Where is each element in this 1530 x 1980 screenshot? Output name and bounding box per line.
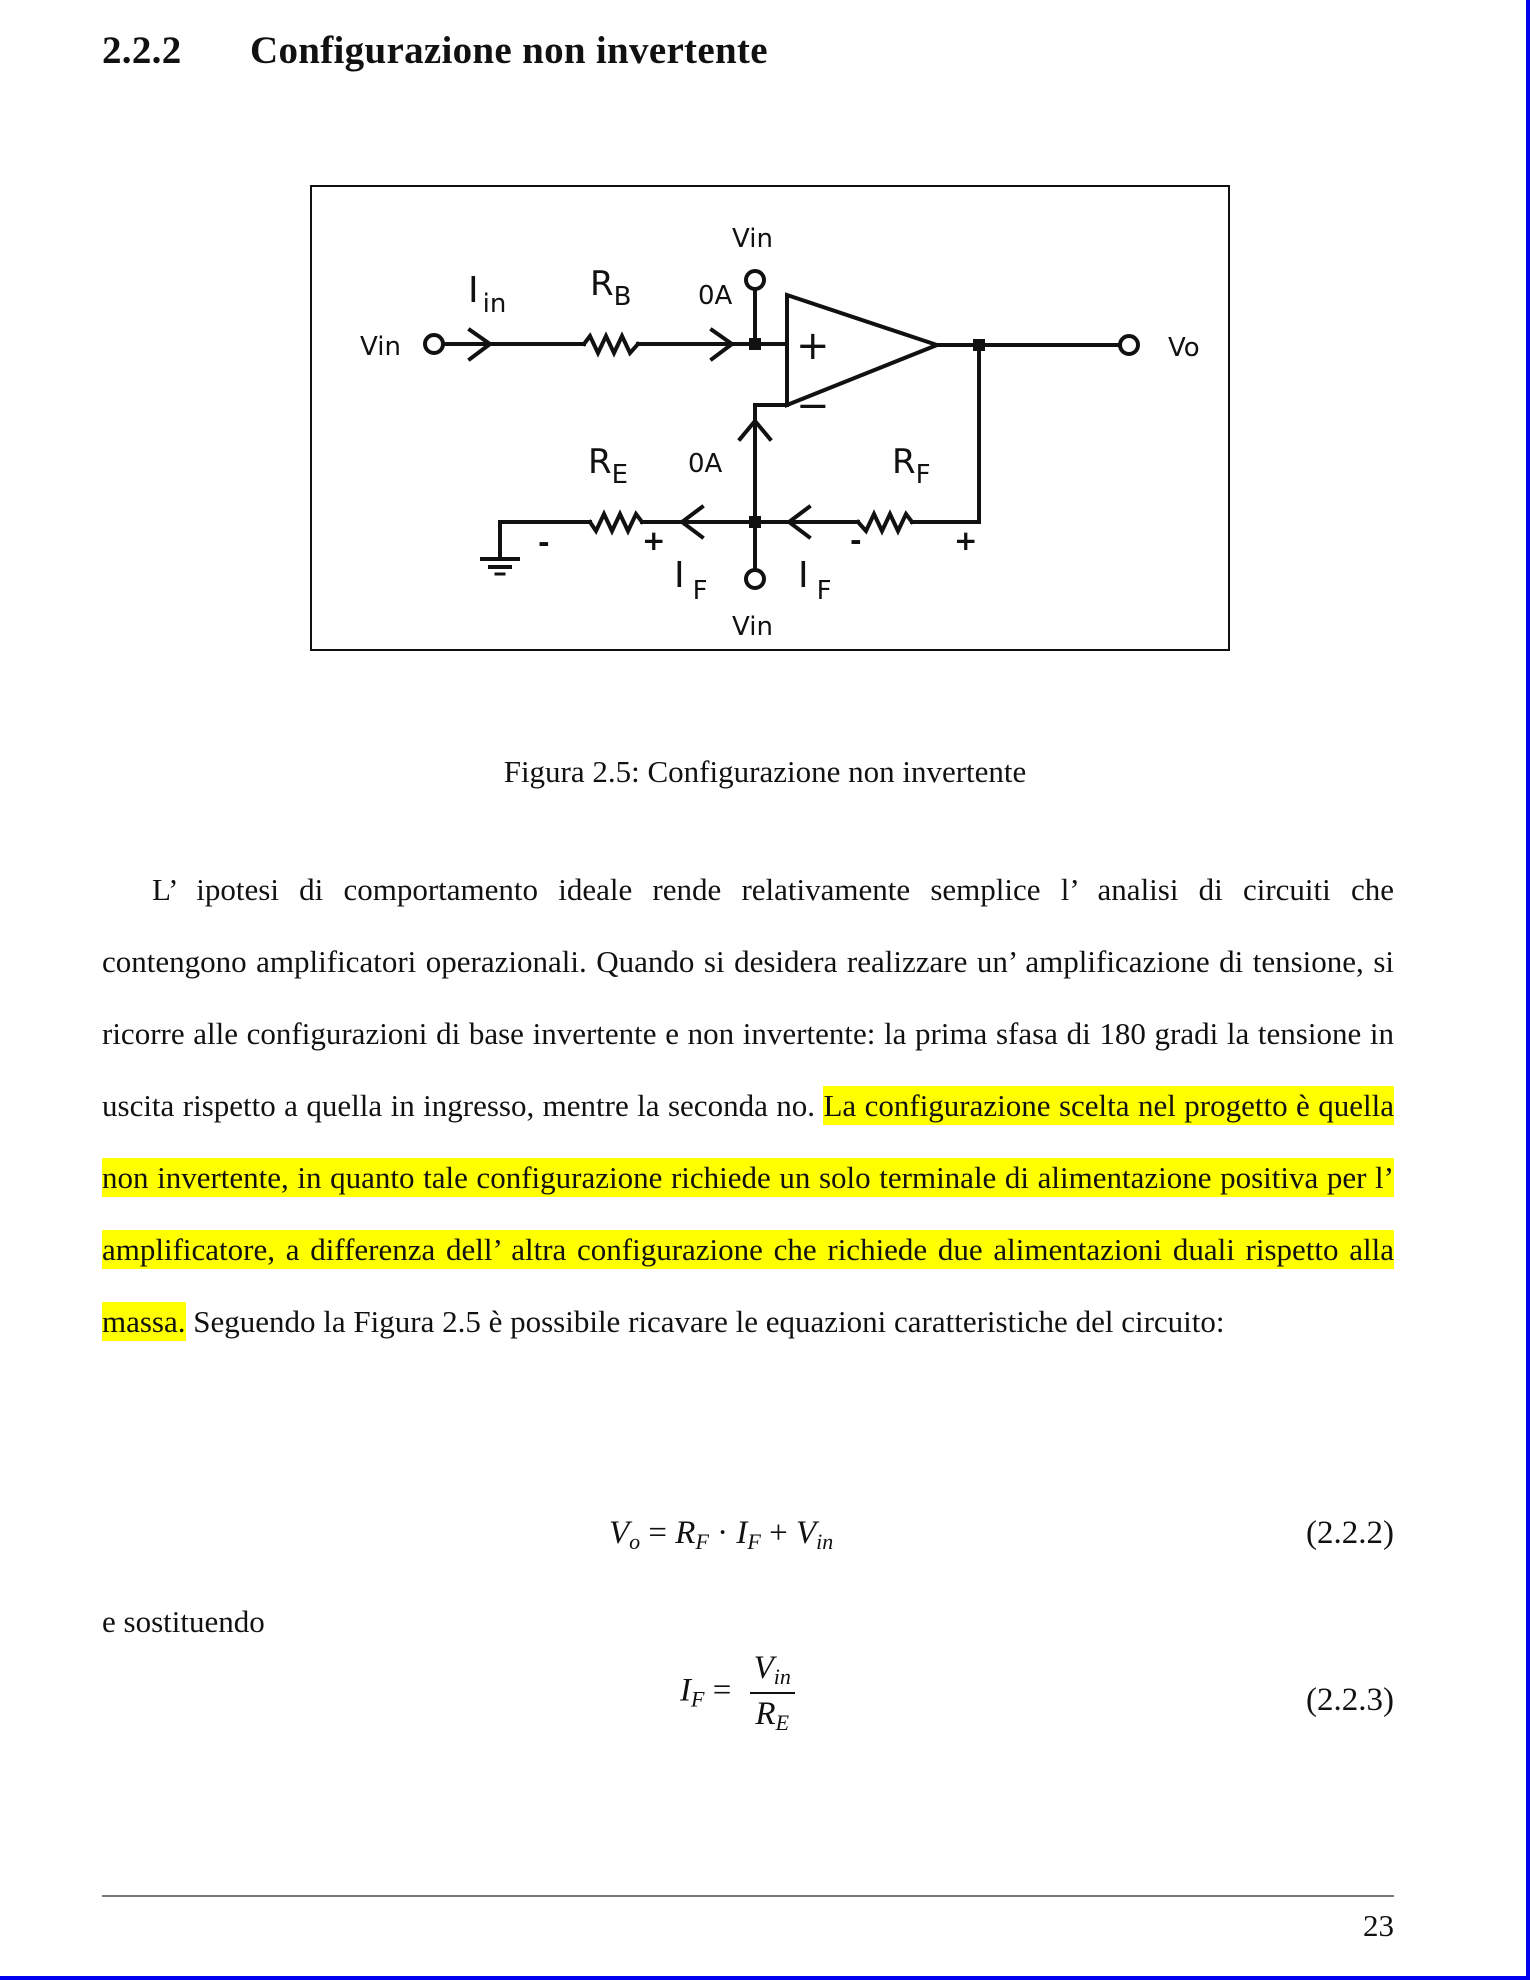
label-if-right [798,555,832,606]
eq2-numerator [750,1650,795,1694]
label-re-main: R [588,442,612,482]
label-vin-bottom: Vin [732,612,773,642]
label-opamp-plus: + [796,323,830,369]
label-opamp-minus: − [796,383,830,429]
label-if-left [674,555,708,606]
equation-number-2-2-2: (2.2.2) [1306,1515,1394,1551]
label-0a-mid: 0A [688,449,723,479]
eq1-rf: R [675,1515,696,1551]
resistor-re [590,514,642,531]
label-rf-sub: F [915,460,931,490]
body-text-normal-2: Seguendo la Figura 2.5 è possibile ricavare le equazioni caratteristiche del circuito: [185,1304,1225,1339]
eq1-if-sub: F [747,1529,761,1554]
label-rb [590,264,631,312]
label-rf [892,442,931,490]
eq2-equals: = [712,1672,732,1709]
eq1-vin-sub: in [816,1529,834,1554]
body-text-normal-1: L’ ipotesi di comportamento ideale rende relativamente semplice l’ analisi di circuiti che contengono amplificatori operazionali. Quando si desidera realizzare un’ amplificazione di tensione, si ricorre alle configurazioni di base invertente e non invertente: la prima sfasa di 180 gradi la tensione in uscita rispetto a quella in ingresso, mentre la seconda no. [102,872,1394,1123]
section-heading [102,28,768,73]
equation-2-2-3-expression [680,1650,795,1736]
label-re-plus: + [642,524,666,557]
circuit-figure [310,185,1230,651]
label-re [588,442,628,490]
resistor-rb [584,336,638,353]
eq1-rf-sub: F [695,1529,709,1554]
equation-2-2-3 [102,1650,1394,1750]
equation-2-2-2 [102,1515,1394,1559]
junction-plus-icon [749,338,761,350]
label-if-right-sub: F [816,576,832,606]
eq1-lhs-sub: o [629,1529,641,1554]
label-rb-sub: B [613,282,632,312]
equation-number-2-2-3: (2.2.3) [1306,1682,1394,1718]
label-rb-main: R [590,264,614,304]
label-vin-top: Vin [732,224,773,254]
equation-2-2-2-expression [609,1515,833,1555]
eq2-den-sub: E [775,1710,790,1735]
connector-text: e sostituendo [102,1604,265,1639]
body-paragraph [102,854,1394,1358]
label-rf-main: R [892,442,916,482]
eq2-lhs: I [680,1672,691,1709]
eq2-lhs-sub: F [691,1686,705,1712]
terminal-vo-icon [1120,336,1138,354]
eq2-denominator [750,1694,795,1736]
terminal-vin-top-icon [746,271,764,289]
label-if-left-sub: F [692,576,708,606]
label-0a-top: 0A [698,281,733,311]
eq1-if: I [736,1515,748,1551]
label-vo: Vo [1168,333,1200,363]
terminal-vin-bottom-icon [746,570,764,588]
label-iin-main: I [468,270,479,311]
eq1-plus: + [769,1515,788,1551]
label-re-minus: - [538,526,550,559]
section-title: Configurazione non invertente [250,29,768,72]
section-number: 2.2.2 [102,29,182,72]
resistor-rf [858,514,912,531]
footer-rule [102,1895,1394,1897]
junction-feedback-icon [749,516,761,528]
eq1-lhs: V [609,1515,630,1551]
label-if-right-main: I [798,555,809,596]
label-iin-sub: in [482,289,507,319]
eq1-dot: · [717,1515,729,1551]
terminal-vin-left-icon [425,335,443,353]
label-iin [468,270,506,319]
label-vin-left: Vin [360,332,401,362]
eq2-num-sub: in [773,1664,791,1689]
highlighted-text: La configurazione scelta nel progetto è quella non invertente, in quanto tale configurazione richiede un solo terminale di alimentazione positiva per l’ amplificatore, a differenza dell’ altra configurazione che richiede due alimentazioni duali rispetto alla massa. [102,1088,1394,1339]
figure-caption-text: Figura 2.5: Configurazione non invertente [503,754,1027,789]
label-if-left-main: I [674,555,685,596]
page-number: 23 [1363,1908,1394,1943]
junction-output-icon [973,339,985,351]
eq1-vin: V [796,1515,817,1551]
label-rf-plus: + [954,524,978,557]
label-re-sub: E [611,460,629,490]
eq2-den-r: R [755,1696,776,1732]
label-rf-minus: - [850,524,862,557]
eq1-equals: = [648,1515,668,1551]
non-inverting-amplifier-schematic [312,187,1228,649]
figure-caption [0,754,1530,790]
eq2-num-v: V [753,1650,774,1686]
eq2-fraction [750,1650,795,1736]
